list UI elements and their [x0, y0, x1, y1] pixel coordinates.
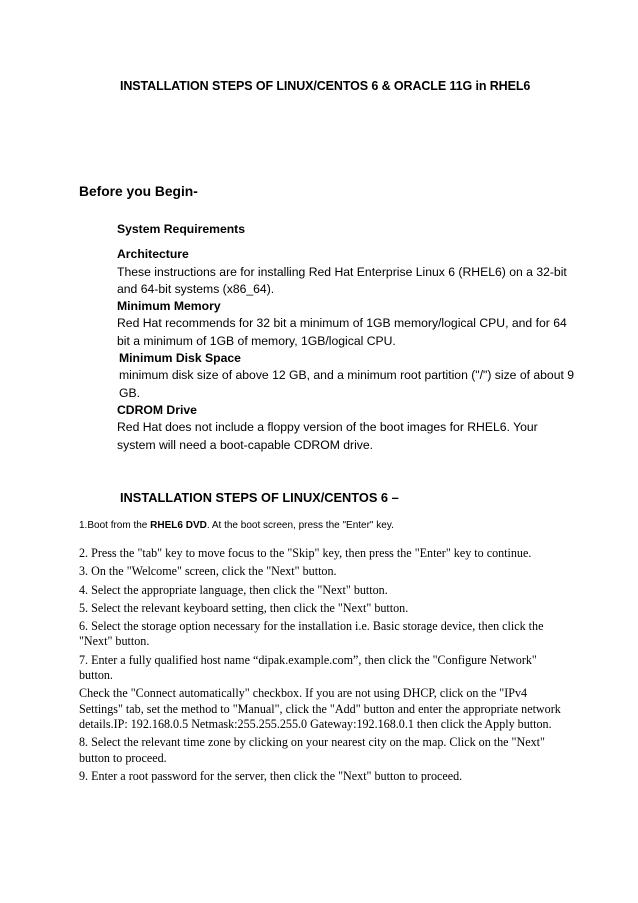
architecture-heading: Architecture [117, 247, 189, 262]
architecture-text: These instructions are for installing Red Hat Enterprise Linux 6 (RHEL6) on a 32-bit and 64-bit systems (x86_64). [117, 264, 567, 296]
memory-heading: Minimum Memory [117, 299, 221, 314]
cdrom-text: Red Hat does not include a floppy version of the boot images for RHEL6. Your system will need a boot-capable CDROM drive. [117, 420, 538, 452]
step-item: 7. Enter a fully qualified host name “dipak.example.com”, then click the "Configure Network" button. [79, 652, 537, 683]
system-requirements-heading: System Requirements [117, 222, 246, 236]
disk-text: minimum disk size of above 12 GB, and a minimum root partition ("/") size of about 9 GB. [119, 368, 575, 400]
disk-heading: Minimum Disk Space [119, 351, 241, 366]
step-item: 5. Select the relevant keyboard setting, then click the "Next" button. [79, 600, 409, 615]
steps-list [79, 546, 567, 787]
memory-text: Red Hat recommends for 32 bit a minimum of 1GB memory/logical CPU, and for 64 bit a minimum of 1GB of memory, 1GB/logical CPU. [117, 316, 567, 348]
before-you-begin-heading: Before you Begin- [79, 184, 198, 199]
step-item: 2. Press the "tab" key to move focus to the "Skip" key, then press the "Enter" key to continue. [79, 546, 532, 560]
step-item: Check the "Connect automatically" checkbox. If you are not using DHCP, click on the "IPv4 Settings" tab, set the method to "Manual", click the "Add" button and enter the appropriate network details.IP: 192.168.0.5 Netmask:255.255.255.0 Gateway:192.168.0.1 then click the Apply button. [79, 686, 561, 731]
step-1-dvd: RHEL6 DVD [150, 520, 207, 531]
cdrom-heading: CDROM Drive [117, 402, 197, 417]
step-item: 8. Select the relevant time zone by clicking on your nearest city on the map. Click on the "Next" button to proceed. [79, 735, 545, 765]
step-item: 6. Select the storage option necessary for the installation i.e. Basic storage device, then click the "Next" button. [79, 619, 544, 649]
step-item: 9. Enter a root password for the server, then click the "Next" button to proceed. [79, 768, 463, 783]
step-1-prefix: 1.Boot from the [79, 520, 151, 531]
installation-steps-heading: INSTALLATION STEPS OF LINUX/CENTOS 6 – [120, 490, 399, 505]
document-title: INSTALLATION STEPS OF LINUX/CENTOS 6 & ORACLE 11G in RHEL6 [120, 79, 531, 93]
step-1-suffix: . At the boot screen, press the "Enter" key. [206, 520, 394, 531]
step-item: 4. Select the appropriate language, then click the "Next" button. [79, 582, 388, 597]
step-item: 3. On the "Welcome" screen, click the "Next" button. [79, 564, 337, 579]
requirements-section [117, 221, 577, 454]
step-1 [79, 520, 394, 531]
